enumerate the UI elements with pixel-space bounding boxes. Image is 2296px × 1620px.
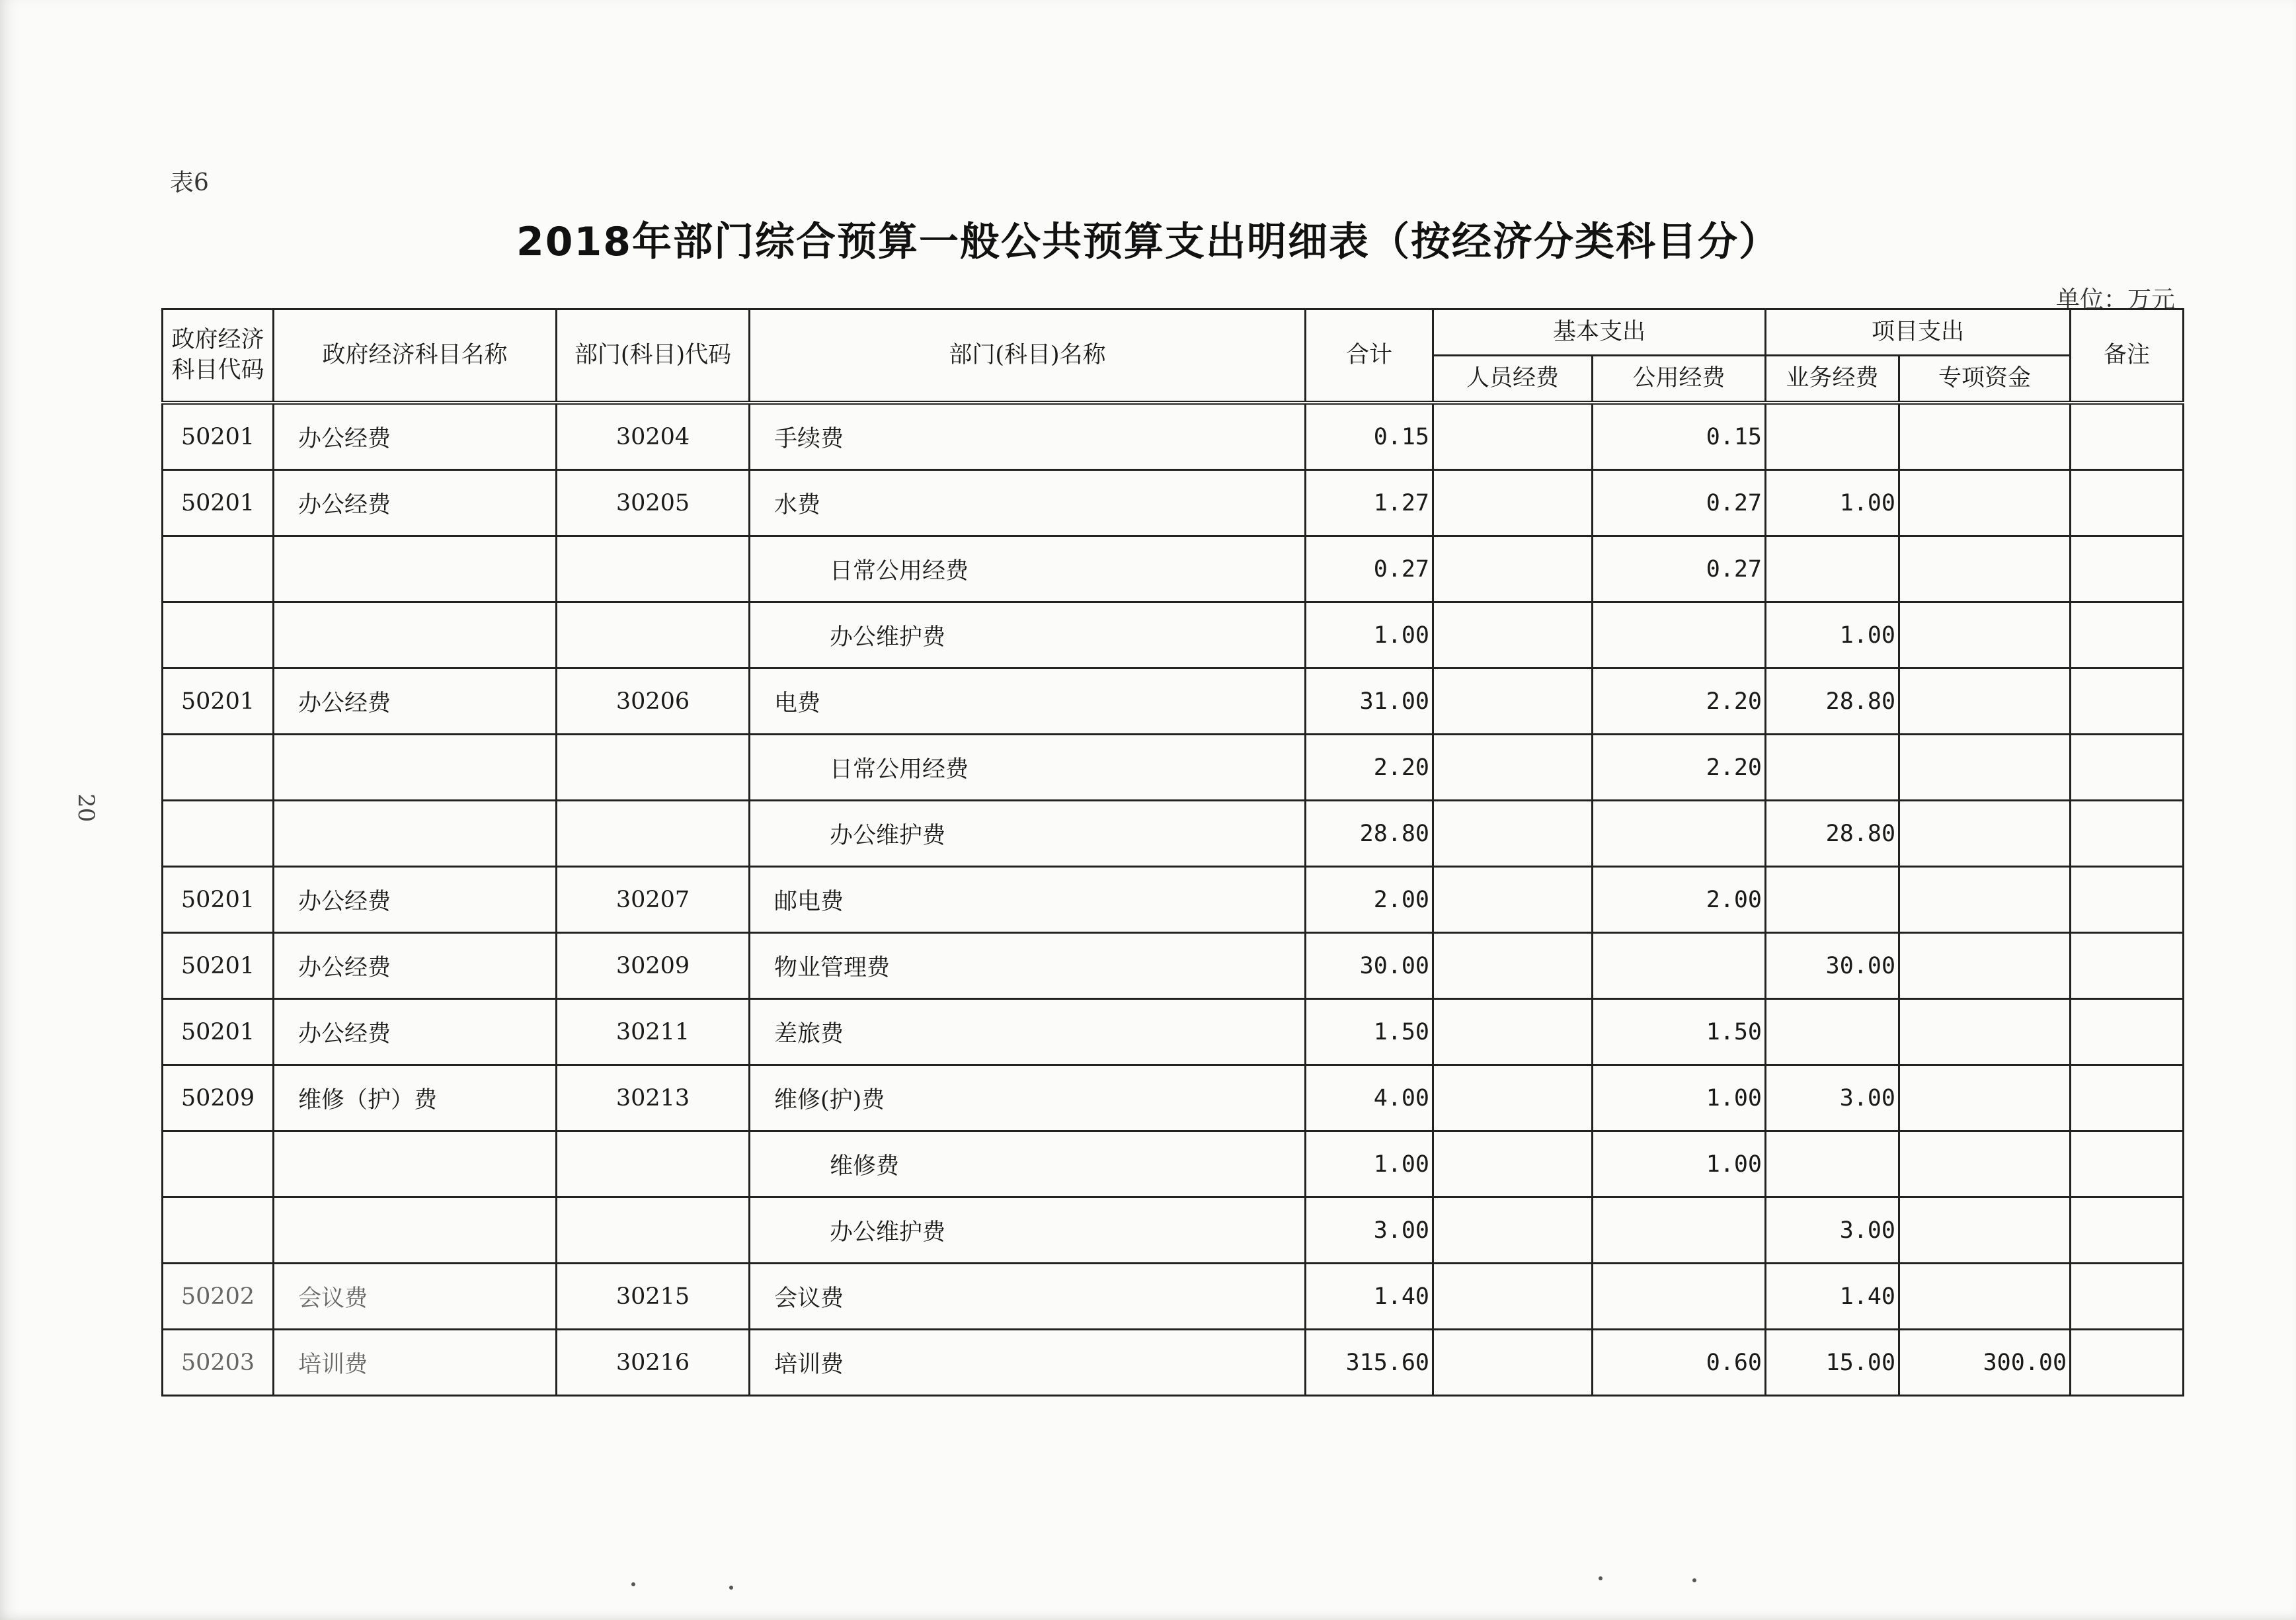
- personnel-cell: [1433, 668, 1593, 735]
- gov-name-cell: [274, 801, 557, 867]
- table-row: [163, 801, 2184, 867]
- total-cell: 28.80: [1306, 801, 1433, 867]
- dept-name-cell: 维修(护)费: [750, 1065, 1306, 1131]
- gov-name-cell: [274, 735, 557, 801]
- scan-speck: [1692, 1578, 1696, 1582]
- gov-name-cell: 办公经费: [274, 999, 557, 1065]
- public-cell: [1593, 602, 1766, 668]
- gov-code-cell: [163, 536, 274, 602]
- gov-code-cell: 50202: [163, 1264, 274, 1330]
- total-cell: 1.27: [1306, 470, 1433, 536]
- remark-cell: [2071, 933, 2184, 999]
- table-row: [163, 1197, 2184, 1264]
- table-row: [163, 602, 2184, 668]
- gov-name-cell: 维修（护）费: [274, 1065, 557, 1131]
- business-cell: [1766, 999, 1899, 1065]
- dept-name-cell: 办公维护费: [750, 801, 1306, 867]
- dept-code-cell: [557, 602, 750, 668]
- dept-code-cell: [557, 801, 750, 867]
- gov-code-cell: 50201: [163, 668, 274, 735]
- gov-name-cell: 办公经费: [274, 470, 557, 536]
- gov-name-cell: 办公经费: [274, 668, 557, 735]
- table-row: [163, 1131, 2184, 1197]
- dept-name-cell: 培训费: [750, 1330, 1306, 1396]
- personnel-cell: [1433, 1264, 1593, 1330]
- personnel-cell: [1433, 1131, 1593, 1197]
- gov-code-cell: [163, 735, 274, 801]
- business-cell: [1766, 867, 1899, 933]
- dept-name-cell: 会议费: [750, 1264, 1306, 1330]
- header-project-expenditure: 项目支出: [1766, 309, 2071, 356]
- table-row: [163, 470, 2184, 536]
- business-cell: 15.00: [1766, 1330, 1899, 1396]
- table-row: [163, 1264, 2184, 1330]
- gov-code-cell: 50201: [163, 867, 274, 933]
- gov-code-cell: 50201: [163, 470, 274, 536]
- total-cell: 2.00: [1306, 867, 1433, 933]
- total-cell: 4.00: [1306, 1065, 1433, 1131]
- public-cell: [1593, 1197, 1766, 1264]
- header-business: 业务经费: [1766, 356, 1899, 403]
- public-cell: [1593, 1264, 1766, 1330]
- gov-name-cell: 办公经费: [274, 867, 557, 933]
- total-cell: 0.27: [1306, 536, 1433, 602]
- dept-code-cell: [557, 536, 750, 602]
- public-cell: 0.27: [1593, 536, 1766, 602]
- header-dept-code: 部门(科目)代码: [557, 309, 750, 403]
- table-row: [163, 1330, 2184, 1396]
- gov-code-cell: [163, 1197, 274, 1264]
- business-cell: 1.40: [1766, 1264, 1899, 1330]
- gov-code-cell: 50201: [163, 403, 274, 470]
- dept-code-cell: [557, 735, 750, 801]
- special-cell: [1899, 1131, 2071, 1197]
- table-row: [163, 867, 2184, 933]
- scan-speck: [1599, 1576, 1603, 1580]
- budget-detail-table: [161, 308, 2184, 1397]
- table-row: [163, 403, 2184, 470]
- table-row: [163, 668, 2184, 735]
- total-cell: 1.40: [1306, 1264, 1433, 1330]
- total-cell: 3.00: [1306, 1197, 1433, 1264]
- remark-cell: [2071, 668, 2184, 735]
- gov-name-cell: 办公经费: [274, 403, 557, 470]
- total-cell: 30.00: [1306, 933, 1433, 999]
- public-cell: 2.20: [1593, 668, 1766, 735]
- remark-cell: [2071, 470, 2184, 536]
- dept-code-cell: 30204: [557, 403, 750, 470]
- public-cell: 1.00: [1593, 1065, 1766, 1131]
- dept-code-cell: 30211: [557, 999, 750, 1065]
- remark-cell: [2071, 1264, 2184, 1330]
- business-cell: 3.00: [1766, 1197, 1899, 1264]
- special-cell: [1899, 1197, 2071, 1264]
- scan-speck: [631, 1582, 635, 1586]
- business-cell: 28.80: [1766, 668, 1899, 735]
- gov-code-cell: 50209: [163, 1065, 274, 1131]
- header-personnel: 人员经费: [1433, 356, 1593, 403]
- total-cell: 0.15: [1306, 403, 1433, 470]
- business-cell: 3.00: [1766, 1065, 1899, 1131]
- gov-name-cell: 办公经费: [274, 933, 557, 999]
- personnel-cell: [1433, 999, 1593, 1065]
- special-cell: [1899, 867, 2071, 933]
- total-cell: 2.20: [1306, 735, 1433, 801]
- document-title: 2018年部门综合预算一般公共预算支出明细表（按经济分类科目分）: [516, 219, 1780, 265]
- special-cell: [1899, 933, 2071, 999]
- remark-cell: [2071, 1065, 2184, 1131]
- public-cell: 2.00: [1593, 867, 1766, 933]
- business-cell: [1766, 735, 1899, 801]
- remark-cell: [2071, 735, 2184, 801]
- header-gov-name: 政府经济科目名称: [274, 309, 557, 403]
- personnel-cell: [1433, 470, 1593, 536]
- total-cell: 1.00: [1306, 1131, 1433, 1197]
- header-total: 合计: [1306, 309, 1433, 403]
- dept-code-cell: 30207: [557, 867, 750, 933]
- special-cell: [1899, 536, 2071, 602]
- business-cell: [1766, 1131, 1899, 1197]
- dept-code-cell: 30209: [557, 933, 750, 999]
- dept-name-cell: 手续费: [750, 403, 1306, 470]
- gov-code-cell: [163, 801, 274, 867]
- personnel-cell: [1433, 1330, 1593, 1396]
- public-cell: 0.60: [1593, 1330, 1766, 1396]
- personnel-cell: [1433, 536, 1593, 602]
- public-cell: [1593, 933, 1766, 999]
- table-row: [163, 536, 2184, 602]
- dept-name-cell: 维修费: [750, 1131, 1306, 1197]
- dept-name-cell: 电费: [750, 668, 1306, 735]
- table-row: [163, 735, 2184, 801]
- dept-name-cell: 办公维护费: [750, 1197, 1306, 1264]
- special-cell: [1899, 1264, 2071, 1330]
- business-cell: 30.00: [1766, 933, 1899, 999]
- gov-name-cell: [274, 602, 557, 668]
- business-cell: 1.00: [1766, 602, 1899, 668]
- dept-code-cell: [557, 1197, 750, 1264]
- dept-code-cell: 30213: [557, 1065, 750, 1131]
- total-cell: 315.60: [1306, 1330, 1433, 1396]
- unit-label: 单位：万元: [2056, 286, 2176, 313]
- dept-name-cell: 办公维护费: [750, 602, 1306, 668]
- personnel-cell: [1433, 1197, 1593, 1264]
- personnel-cell: [1433, 602, 1593, 668]
- business-cell: 1.00: [1766, 470, 1899, 536]
- header-public: 公用经费: [1593, 356, 1766, 403]
- special-cell: [1899, 668, 2071, 735]
- personnel-cell: [1433, 403, 1593, 470]
- special-cell: [1899, 602, 2071, 668]
- dept-name-cell: 差旅费: [750, 999, 1306, 1065]
- dept-name-cell: 物业管理费: [750, 933, 1306, 999]
- special-cell: [1899, 1065, 2071, 1131]
- gov-code-cell: 50203: [163, 1330, 274, 1396]
- special-cell: [1899, 801, 2071, 867]
- total-cell: 1.00: [1306, 602, 1433, 668]
- dept-code-cell: 30205: [557, 470, 750, 536]
- remark-cell: [2071, 801, 2184, 867]
- gov-name-cell: [274, 1197, 557, 1264]
- gov-name-cell: 培训费: [274, 1330, 557, 1396]
- personnel-cell: [1433, 801, 1593, 867]
- dept-name-cell: 日常公用经费: [750, 536, 1306, 602]
- table-label: 表6: [170, 169, 209, 196]
- special-cell: [1899, 403, 2071, 470]
- total-cell: 1.50: [1306, 999, 1433, 1065]
- gov-code-cell: 50201: [163, 933, 274, 999]
- gov-name-cell: 会议费: [274, 1264, 557, 1330]
- remark-cell: [2071, 867, 2184, 933]
- public-cell: 0.27: [1593, 470, 1766, 536]
- personnel-cell: [1433, 933, 1593, 999]
- special-cell: 300.00: [1899, 1330, 2071, 1396]
- remark-cell: [2071, 602, 2184, 668]
- dept-code-cell: [557, 1131, 750, 1197]
- gov-name-cell: [274, 1131, 557, 1197]
- header-special: 专项资金: [1899, 356, 2071, 403]
- public-cell: [1593, 801, 1766, 867]
- business-cell: 28.80: [1766, 801, 1899, 867]
- scan-speck: [729, 1586, 733, 1590]
- dept-name-cell: 邮电费: [750, 867, 1306, 933]
- gov-code-cell: [163, 602, 274, 668]
- table-row: [163, 999, 2184, 1065]
- header-gov-code: 政府经济科目代码: [163, 309, 274, 403]
- personnel-cell: [1433, 867, 1593, 933]
- header-basic-expenditure: 基本支出: [1433, 309, 1766, 356]
- remark-cell: [2071, 1330, 2184, 1396]
- personnel-cell: [1433, 1065, 1593, 1131]
- total-cell: 31.00: [1306, 668, 1433, 735]
- public-cell: 2.20: [1593, 735, 1766, 801]
- dept-code-cell: 30215: [557, 1264, 750, 1330]
- gov-code-cell: [163, 1131, 274, 1197]
- remark-cell: [2071, 1131, 2184, 1197]
- remark-cell: [2071, 403, 2184, 470]
- special-cell: [1899, 999, 2071, 1065]
- dept-code-cell: 30216: [557, 1330, 750, 1396]
- business-cell: [1766, 536, 1899, 602]
- dept-code-cell: 30206: [557, 668, 750, 735]
- remark-cell: [2071, 536, 2184, 602]
- page-number: 20: [73, 793, 99, 823]
- gov-name-cell: [274, 536, 557, 602]
- public-cell: 1.50: [1593, 999, 1766, 1065]
- public-cell: 1.00: [1593, 1131, 1766, 1197]
- dept-name-cell: 水费: [750, 470, 1306, 536]
- remark-cell: [2071, 999, 2184, 1065]
- remark-cell: [2071, 1197, 2184, 1264]
- table-row: [163, 933, 2184, 999]
- public-cell: 0.15: [1593, 403, 1766, 470]
- table-row: [163, 1065, 2184, 1131]
- special-cell: [1899, 470, 2071, 536]
- header-remark: 备注: [2071, 309, 2184, 403]
- business-cell: [1766, 403, 1899, 470]
- gov-code-cell: 50201: [163, 999, 274, 1065]
- personnel-cell: [1433, 735, 1593, 801]
- dept-name-cell: 日常公用经费: [750, 735, 1306, 801]
- header-dept-name: 部门(科目)名称: [750, 309, 1306, 403]
- special-cell: [1899, 735, 2071, 801]
